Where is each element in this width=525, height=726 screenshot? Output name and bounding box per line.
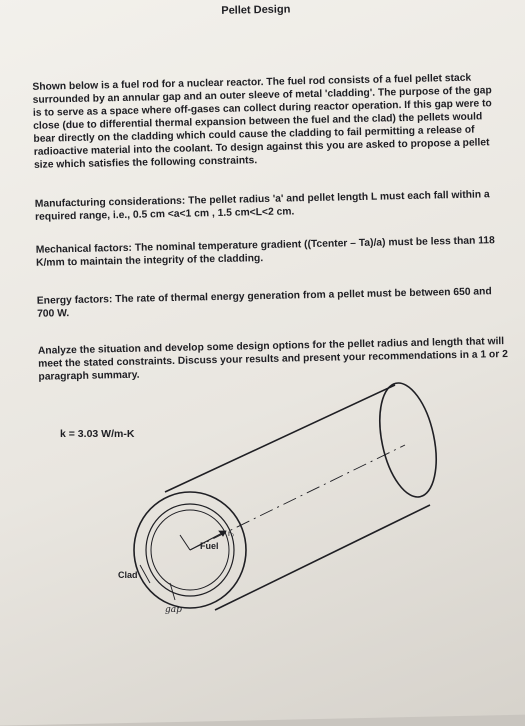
energy-paragraph: Energy factors: The rate of thermal energy generation from a pellet must be between 650 and 700 W. [36,286,492,320]
radius-arrow-tail [180,535,190,550]
intro-paragraph: Shown below is a fuel rod for a nuclear reactor. The fuel rod consists of a fuel pellet stack surrounded by an annular gap and an outer sleeve of metal 'cladding'. The purpose of the gap is to serve as a space where off-gases can collect during reactor operation. If this gap were to close (due to differential thermal expansion between the fuel and the clad) the pellets would bear directly on the cladding which could cause the cladding to fail permitting a release of radioactive material into the coolant. To design against this you are asked to propose a pellet size which satisfies the following constraints. [32,72,492,171]
gap-label: gap [165,605,182,615]
radius-label: r₀ [228,529,234,538]
manufacturing-paragraph: Manufacturing considerations: The pellet radius 'a' and pellet length L must each fall within a required range, i.e., 0.5 cm <a<1 cm , 1.5 cm<L<2 cm. [34,189,490,223]
conductivity-label: k = 3.03 W/m-K [60,428,135,440]
cylinder-bottom-edge [215,505,430,610]
fuel-label: Fuel [200,541,219,551]
mechanical-paragraph: Mechanical factors: The nominal temperature gradient ((Tcenter – Ta)/a) must be less than 118 K/mm to maintain the integrity of the cladding. [35,235,495,269]
page-title: Pellet Design [221,3,291,17]
cylinder-top-edge [165,385,395,492]
analyze-paragraph: Analyze the situation and develop some design options for the pellet radius and length that will meet the stated constraints. Discuss your results and present your recommendations in a 1 or 2 paragraph summary. [37,336,509,383]
clad-label: Clad [118,570,138,580]
cylinder-far-end [371,378,446,502]
